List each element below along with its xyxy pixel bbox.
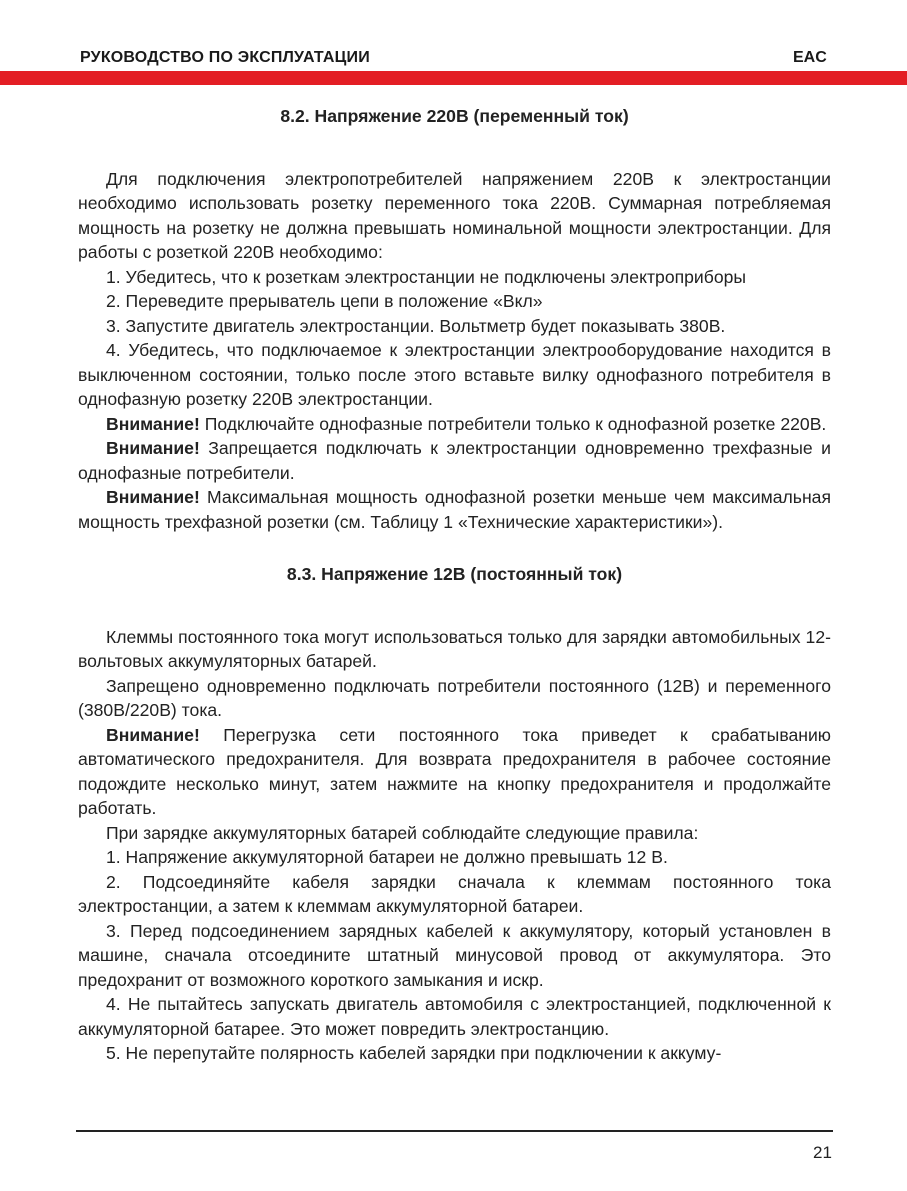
page-header — [0, 0, 907, 90]
paragraph-12v-terminals: Клеммы постоянного тока могут использоваться только для зарядки автомобильных 12-вольтовых аккумуляторных батарей. — [78, 626, 831, 671]
warning-text: Запрещается подключать к электростанции одновременно трехфазные и однофазные потребители. — [78, 438, 831, 483]
paragraph-rules-intro: При зарядке аккумуляторных батарей соблюдайте следующие правила: — [106, 822, 699, 843]
warning-text: Максимальная мощность однофазной розетки меньше чем максимальная мощность трехфазной розетки (см. Таблицу 1 «Технические характеристики»). — [78, 487, 831, 532]
list-item: 4. Не пытайтесь запускать двигатель автомобиля с электростанцией, подключенной к аккумуляторной батарее. Это может повредить электростанцию. — [78, 994, 831, 1039]
warning-paragraph — [78, 436, 831, 485]
list-item: 2. Подсоединяйте кабеля зарядки сначала к клеммам постоянного тока электростанции, а затем к клеммам аккумуляторной батареи. — [78, 871, 831, 916]
list-item: 2. Переведите прерыватель цепи в положение «Вкл» — [106, 291, 543, 311]
section-title-12v: 8.3. Напряжение 12В (постоянный ток) — [286, 564, 623, 584]
list-item: 3. Перед подсоединением зарядных кабелей к аккумулятору, который установлен в машине, сначала отсоедините штатный минусовой провод от аккумулятора. Это предохранит от возможного короткого замыкания и искр. — [78, 920, 831, 990]
warning-label: Внимание! — [106, 438, 200, 458]
header-title: РУКОВОДСТВО ПО ЭКСПЛУАТАЦИИ — [80, 49, 370, 66]
list-item: 1. Напряжение аккумуляторной батареи не должно превышать 12 В. — [106, 847, 668, 867]
warning-label: Внимание! — [106, 413, 200, 434]
warning-paragraph — [78, 412, 831, 437]
list-item: 5. Не перепутайте полярность кабелей зарядки при подключении к аккуму- — [106, 1043, 722, 1063]
page-number: 21 — [813, 1143, 832, 1162]
warning-text: Подключайте однофазные потребители только к однофазной розетке 220В. — [199, 413, 827, 434]
warning-text: Перегрузка сети постоянного тока приведет к срабатыванию автоматического предохранителя. Для возврата предохранителя в рабочее состояние подождите несколько минут, затем нажмите на кнопку предохранителя и продолжайте работать. — [78, 724, 831, 818]
paragraph-12v-prohibition: Запрещено одновременно подключать потребители постоянного (12В) и переменного (380В/220В) тока. — [78, 675, 831, 720]
warning-paragraph — [78, 723, 831, 821]
list-item: 1. Убедитесь, что к розеткам электростанции не подключены электроприборы — [106, 266, 747, 287]
page-content — [78, 104, 831, 1066]
section-title-220v: 8.2. Напряжение 220В (переменный ток) — [280, 106, 629, 126]
warning-label: Внимание! — [106, 487, 200, 507]
list-item: 4. Убедитесь, что подключаемое к электростанции электрооборудование находится в выключенном состоянии, только после этого вставьте вилку однофазного потребителя в однофазную розетку 220В электростанции. — [78, 340, 831, 409]
header-accent-bar — [0, 71, 907, 85]
eac-mark: EAC — [793, 49, 827, 66]
warning-label: Внимание! — [106, 724, 200, 745]
list-item: 3. Запустите двигатель электростанции. Вольтметр будет показывать 380В. — [106, 315, 726, 336]
paragraph-220v-intro: Для подключения электропотребителей напряжением 220В к электростанции необходимо использовать розетку переменного тока 220В. Суммарная потребляемая мощность на розетку не должна превышать номинальной мощности электростанции. Для работы с розеткой 220В необходимо: — [78, 168, 831, 262]
footer-divider — [76, 1130, 833, 1132]
warning-paragraph — [78, 485, 831, 534]
